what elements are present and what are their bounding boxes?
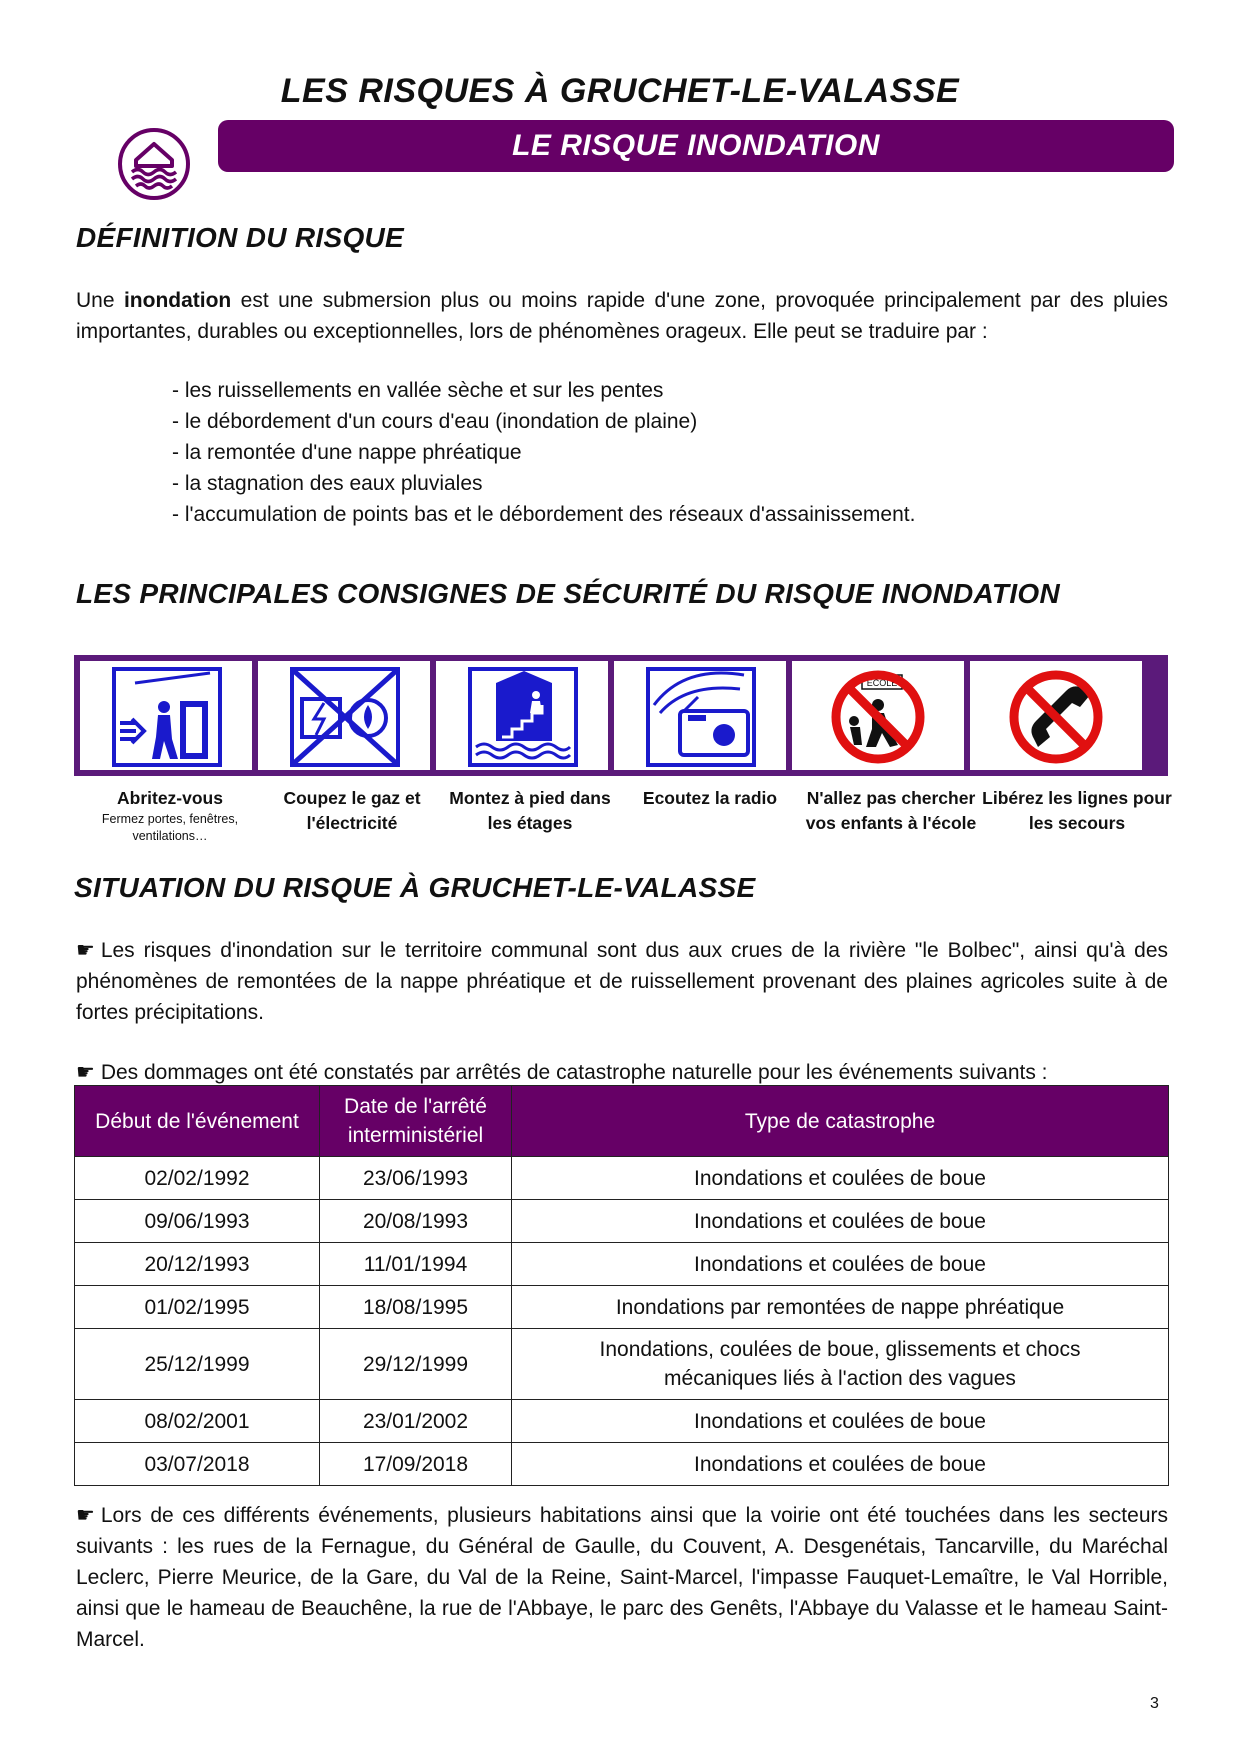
table-cell: Inondations et coulées de boue — [512, 1200, 1169, 1243]
table-cell: 11/01/1994 — [320, 1243, 512, 1286]
definition-heading: DÉFINITION DU RISQUE — [76, 222, 405, 253]
situation-paragraph-1 — [76, 935, 1168, 1028]
situation-text-2: Des dommages ont été constatés par arrêtés de catastrophe naturelle pour les événements suivants : — [100, 1061, 1048, 1084]
situation-text-3: Lors de ces différents événements, plusieurs habitations ainsi que la voirie ont été touchées dans les secteurs suivants : les rues de la Fernague, du Général de Gaulle, du Couvent, A. Desgenétais, Tancarville, du Maréchal Leclerc, Pierre Meurice, de la Gare, du Val de la Reine, Saint-Marcel, l'impasse Fauquet-Lemaître, le Val Horrible, ainsi que le hameau de Beauchêne, la rue de l'Abbaye, le parc des Genêts, l'Abbaye du Valasse et le hameau Saint-Marcel. — [76, 1504, 1168, 1651]
pictogram-strip — [74, 655, 1168, 776]
caption-no-school: N'allez pas chercher vos enfants à l'école — [805, 788, 977, 833]
consignes-heading: LES PRINCIPALES CONSIGNES DE SÉCURITÉ DU RISQUE INONDATION — [76, 578, 1061, 609]
list-item: - la remontée d'une nappe phréatique — [172, 441, 522, 464]
table-row — [75, 1329, 1169, 1400]
caption-cut-gas: Coupez le gaz et l'électricité — [283, 788, 421, 833]
definition-intro-before: Une — [76, 289, 124, 312]
table-cell: 03/07/2018 — [75, 1443, 320, 1486]
caption-no-phone: Libérez les lignes pour les secours — [982, 788, 1172, 833]
list-item: - les ruissellements en vallée sèche et sur les pentes — [172, 379, 664, 402]
table-row — [75, 1200, 1169, 1243]
table-cell: 08/02/2001 — [75, 1400, 320, 1443]
table-cell: 09/06/1993 — [75, 1200, 320, 1243]
situation-paragraph-2 — [76, 1057, 1168, 1088]
pictogram-shelter — [80, 661, 252, 770]
pictogram-no-school — [792, 661, 964, 770]
table-cell: Inondations et coulées de boue — [512, 1400, 1169, 1443]
table-cell: Inondations et coulées de boue — [512, 1443, 1169, 1486]
caption-shelter — [80, 786, 260, 845]
caption-shelter-label: Abritez-vous — [117, 788, 223, 808]
table-row — [75, 1443, 1169, 1486]
definition-keyword: inondation — [123, 289, 232, 312]
definition-intro-after: est une submersion plus ou moins rapide d'une zone, provoquée principalement par des pluies importantes, durables ou exceptionnelles, lors de phénomènes orageux. Elle peut se traduire par : — [76, 289, 1168, 343]
column-header: Début de l'événement — [75, 1086, 320, 1157]
list-item: - le débordement d'un cours d'eau (inondation de plaine) — [172, 410, 698, 433]
list-item: - l'accumulation de points bas et le débordement des réseaux d'assainissement. — [172, 503, 916, 526]
table-cell: 23/06/1993 — [320, 1157, 512, 1200]
table-cell: 20/08/1993 — [320, 1200, 512, 1243]
table-cell: 23/01/2002 — [320, 1400, 512, 1443]
table-cell: 25/12/1999 — [75, 1329, 320, 1400]
table-row — [75, 1400, 1169, 1443]
pictogram-cut-gas — [258, 661, 430, 770]
table-cell: Inondations par remontées de nappe phréatique — [512, 1286, 1169, 1329]
table-cell: 29/12/1999 — [320, 1329, 512, 1400]
caption-shelter-note: Fermez portes, fenêtres, ventilations… — [101, 812, 239, 843]
page-title: LES RISQUES À GRUCHET-LE-VALASSE — [280, 72, 960, 110]
table-row — [75, 1157, 1169, 1200]
column-header: Date de l'arrêté interministériel — [320, 1086, 512, 1157]
disasters-table — [74, 1085, 1169, 1486]
situation-text-1: Les risques d'inondation sur le territoire communal sont dus aux crues de la rivière "le Bolbec", ainsi qu'à des phénomènes de remontées de la nappe phréatique et de ruissellement provenant des plaines agricoles suite à de fortes précipitations. — [76, 939, 1168, 1024]
page-number: 3 — [1150, 1695, 1159, 1712]
no-school-pickup-icon — [792, 661, 964, 770]
table-cell: Inondations et coulées de boue — [512, 1157, 1169, 1200]
table-cell: Inondations et coulées de boue — [512, 1243, 1169, 1286]
pictogram-radio — [614, 661, 786, 770]
table-cell: 17/09/2018 — [320, 1443, 512, 1486]
situation-paragraph-3 — [76, 1500, 1168, 1655]
caption-radio: Ecoutez la radio — [642, 788, 778, 808]
table-cell: 20/12/1993 — [75, 1243, 320, 1286]
flood-risk-logo-icon — [116, 126, 192, 202]
table-header-row — [75, 1086, 1169, 1157]
table-cell: Inondations, coulées de boue, glissements et chocs mécaniques liés à l'action des vagues — [512, 1329, 1169, 1400]
column-header: Type de catastrophe — [512, 1086, 1169, 1157]
pointing-hand-icon: ☛ — [76, 1061, 95, 1084]
definition-list — [172, 375, 915, 530]
table-cell: 02/02/1992 — [75, 1157, 320, 1200]
list-item: - la stagnation des eaux pluviales — [172, 472, 483, 495]
table-row — [75, 1286, 1169, 1329]
pictogram-climb-stairs — [436, 661, 608, 770]
shelter-icon — [80, 661, 252, 770]
radio-icon — [614, 661, 786, 770]
situation-heading: SITUATION DU RISQUE À GRUCHET-LE-VALASSE — [74, 872, 756, 903]
pointing-hand-icon: ☛ — [76, 1504, 95, 1527]
no-phone-icon — [970, 661, 1142, 770]
risk-banner: LE RISQUE INONDATION — [218, 120, 1174, 172]
cut-gas-electricity-icon — [258, 661, 430, 770]
table-cell: 18/08/1995 — [320, 1286, 512, 1329]
pointing-hand-icon: ☛ — [76, 939, 95, 962]
school-sign-label: ECOLE — [866, 678, 898, 688]
table-row — [75, 1243, 1169, 1286]
table-cell: 01/02/1995 — [75, 1286, 320, 1329]
definition-paragraph — [76, 285, 1168, 347]
climb-stairs-icon — [436, 661, 608, 770]
caption-climb-stairs: Montez à pied dans les étages — [449, 788, 611, 833]
pictogram-no-phone — [970, 661, 1142, 770]
